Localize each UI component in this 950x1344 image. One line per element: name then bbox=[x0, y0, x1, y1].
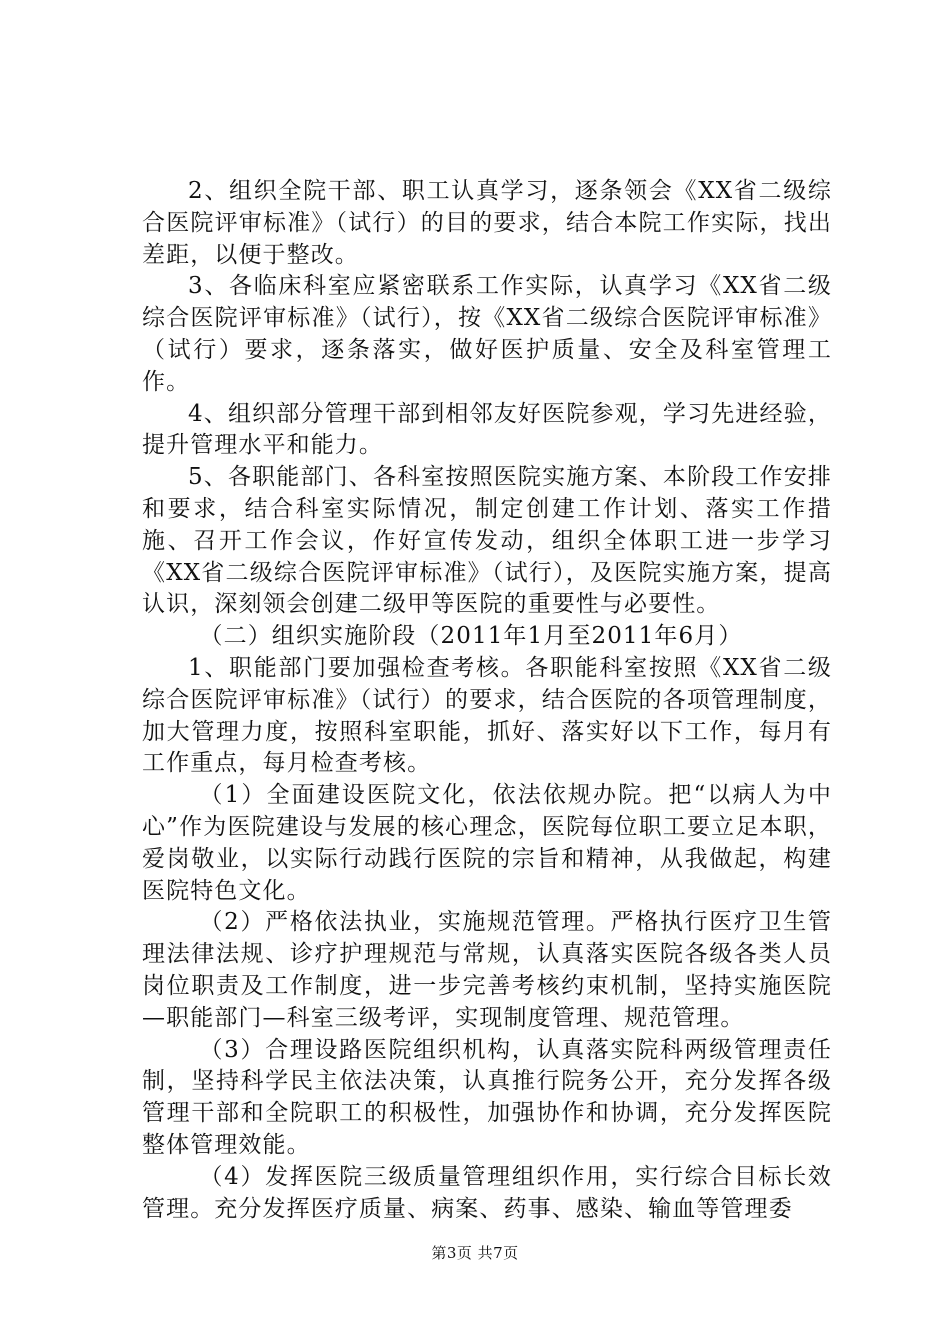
paragraph-item-5: 5、各职能部门、各科室按照医院实施方案、本阶段工作安排和要求，结合科室实际情况，制定创建工作计划、落实工作措施、召开工作会议，作好宣传发动，组织全体职工进一步学习《XX省二级综合医院评审标准》（试行），及医院实施方案，提高认识，深刻领会创建二级甲等医院的重要性与必要性。 bbox=[142, 464, 832, 618]
paragraph-subitem-1: （1）全面建设医院文化，依法依规办院。把“以病人为中心”作为医院建设与发展的核心理念，医院每位职工要立足本职，爱岗敬业，以实际行动践行医院的宗旨和精神，从我做起，构建医院特色文化。 bbox=[142, 782, 832, 904]
paragraph-item-3: 3、各临床科室应紧密联系工作实际，认真学习《XX省二级综合医院评审标准》（试行），按《XX省二级综合医院评审标准》（试行）要求，逐条落实，做好医护质量、安全及科室管理工作。 bbox=[142, 273, 832, 395]
paragraph-item-4: 4、组织部分管理干部到相邻友好医院参观，学习先进经验，提升管理水平和能力。 bbox=[142, 400, 832, 459]
page-number-footer: 第3页 共7页 bbox=[431, 1244, 519, 1262]
paragraph-item-2: 2、组织全院干部、职工认真学习，逐条领会《XX省二级综合医院评审标准》（试行）的目的要求，结合本院工作实际，找出差距，以便于整改。 bbox=[142, 178, 832, 268]
document-body bbox=[142, 176, 832, 1225]
paragraph-subitem-3: （3）合理设路医院组织机构，认真落实院科两级管理责任制，坚持科学民主依法决策，认真推行院务公开，充分发挥各级管理干部和全院职工的积极性，加强协作和协调，充分发挥医院整体管理效能。 bbox=[142, 1036, 832, 1158]
paragraph-functional-departments: 1、职能部门要加强检查考核。各职能科室按照《XX省二级综合医院评审标准》（试行）的要求，结合医院的各项管理制度，加大管理力度，按照科室职能，抓好、落实好以下工作，每月有工作重点，每月检查考核。 bbox=[142, 654, 832, 777]
section-heading-implementation: （二）组织实施阶段（2011年1月至2011年6月） bbox=[199, 623, 743, 650]
paragraph-subitem-4: （4）发挥医院三级质量管理组织作用，实行综合目标长效管理。充分发挥医疗质量、病案、药事、感染、输血等管理委 bbox=[142, 1163, 832, 1222]
paragraph-subitem-2: （2）严格依法执业，实施规范管理。严格执行医疗卫生管理法律法规、诊疗护理规范与常规，认真落实医院各级各类人员岗位职责及工作制度，进一步完善考核约束机制，坚持实施医院—职能部门—科室三级考评，实现制度管理、规范管理。 bbox=[142, 909, 832, 1031]
